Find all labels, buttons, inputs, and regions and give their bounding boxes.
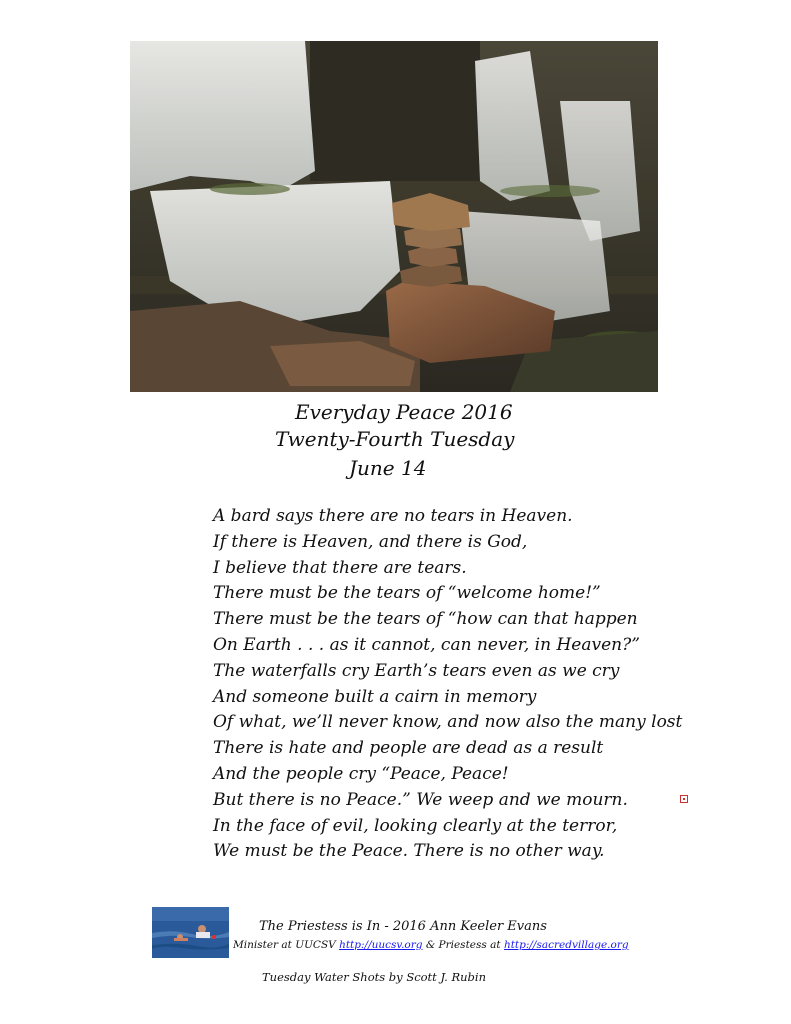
poem-line: There must be the tears of “how can that happen <box>213 609 638 630</box>
sacred-village-link[interactable]: http://sacredvillage.org <box>503 939 629 951</box>
swimmer-photo <box>152 907 229 958</box>
photo-credit <box>262 970 486 984</box>
poem-line: On Earth . . . as it cannot, can never, in Heaven?” <box>213 634 640 655</box>
footer-affiliations <box>233 939 629 951</box>
waterfall-image <box>130 41 658 392</box>
poem-line: If there is Heaven, and there is God, <box>213 531 528 552</box>
poem-line: Of what, we’ll never know, and now also the many lost <box>213 712 683 733</box>
waterfall-cairn-photo <box>130 41 658 392</box>
footer-title: The Priestess is In - 2016 Ann Keeler Evans <box>259 919 547 934</box>
uucsv-link[interactable]: http://uucsv.org <box>339 939 423 951</box>
poem-line: And the people cry “Peace, Peace! <box>213 763 509 784</box>
poem-line: In the face of evil, looking clearly at the terror, <box>213 815 618 836</box>
poem-line: There is hate and people are dead as a result <box>213 738 604 759</box>
poem-line: There must be the tears of “welcome home!” <box>213 583 601 604</box>
swimmer-image <box>152 907 229 958</box>
credit-name: Scott J. Rubin <box>406 970 486 984</box>
poem-line: We must be the Peace. There is no other way. <box>213 841 605 862</box>
poem-body <box>213 504 682 865</box>
title-series: Everyday Peace 2016 <box>295 400 513 424</box>
embedded-object-marker-icon[interactable] <box>680 795 688 803</box>
poem-line: The waterfalls cry Earth’s tears even as we cry <box>213 660 620 681</box>
poem-line: But there is no Peace.” We weep and we mourn. <box>213 789 628 810</box>
title-date: June 14 <box>349 456 427 480</box>
priestess-prefix: & Priestess at <box>422 939 504 951</box>
poem-line: And someone built a cairn in memory <box>213 686 537 707</box>
poem-line: I believe that there are tears. <box>213 557 467 578</box>
title-week: Twenty-Fourth Tuesday <box>275 427 515 451</box>
minister-prefix: Minister at UUCSV <box>233 939 340 951</box>
credit-prefix: Tuesday Water Shots by <box>262 970 407 984</box>
poem-line: A bard says there are no tears in Heaven. <box>213 506 573 526</box>
